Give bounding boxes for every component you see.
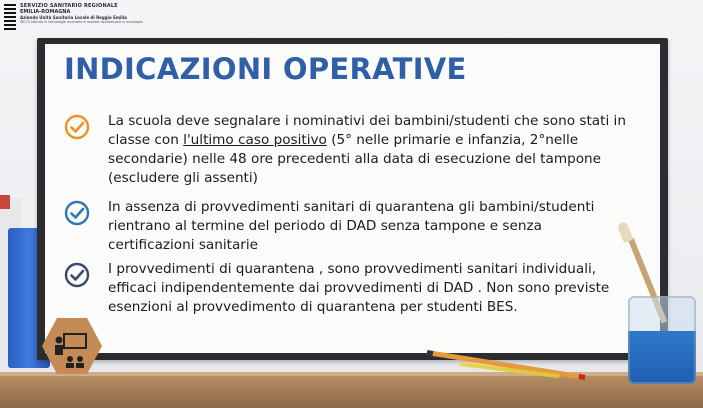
check-circle-icon (64, 200, 90, 226)
list-item-text: I provvedimenti di quarantena , sono provvedimenti sanitari individuali, efficaci indipendentemente dai provvedimenti di DAD . Non sono previste esenzioni al provvedimento di quarantena per studenti BES. (108, 261, 610, 315)
header-text (20, 4, 143, 25)
shelf-edge (0, 372, 703, 376)
header-line-1: SERVIZIO SANITARIO REGIONALE (20, 3, 118, 9)
ssr-logo-icon (4, 4, 16, 34)
page-title: INDICAZIONI OPERATIVE (64, 52, 467, 86)
header-line-4: IRCCS Istituto in tecnologie avanzate e modelli assistenziali in oncologia (20, 20, 143, 25)
item-1-text-before: La scuola deve segnalare i nominativi dei bambini/studenti che sono stati in classe con (108, 113, 626, 148)
header-line-3: Azienda Unità Sanitaria Locale di Reggio Emilia (20, 15, 127, 20)
item-1-underlined: l'ultimo caso positivo (183, 132, 327, 148)
header-line-2: EMILIA-ROMAGNA (20, 8, 71, 15)
check-circle-icon (64, 262, 90, 288)
item-1-text-after: (5° nelle primarie e infanzia, 2°nelle secondarie) nelle 48 ore precedenti alla data di esecuzione del tampone (escludere gli assenti) (108, 132, 601, 186)
decor-water-jar (628, 296, 696, 384)
list-item-text: In assenza di provvedimenti sanitari di quarantena gli bambini/studenti rientrano al termine del periodo di DAD senza tampone e senza certificazioni sanitarie (108, 199, 595, 253)
check-circle-icon (64, 114, 90, 140)
header-logo (4, 4, 143, 38)
list-item-text (108, 112, 628, 188)
wooden-shelf (0, 372, 703, 408)
decor-red-strip (0, 195, 10, 209)
